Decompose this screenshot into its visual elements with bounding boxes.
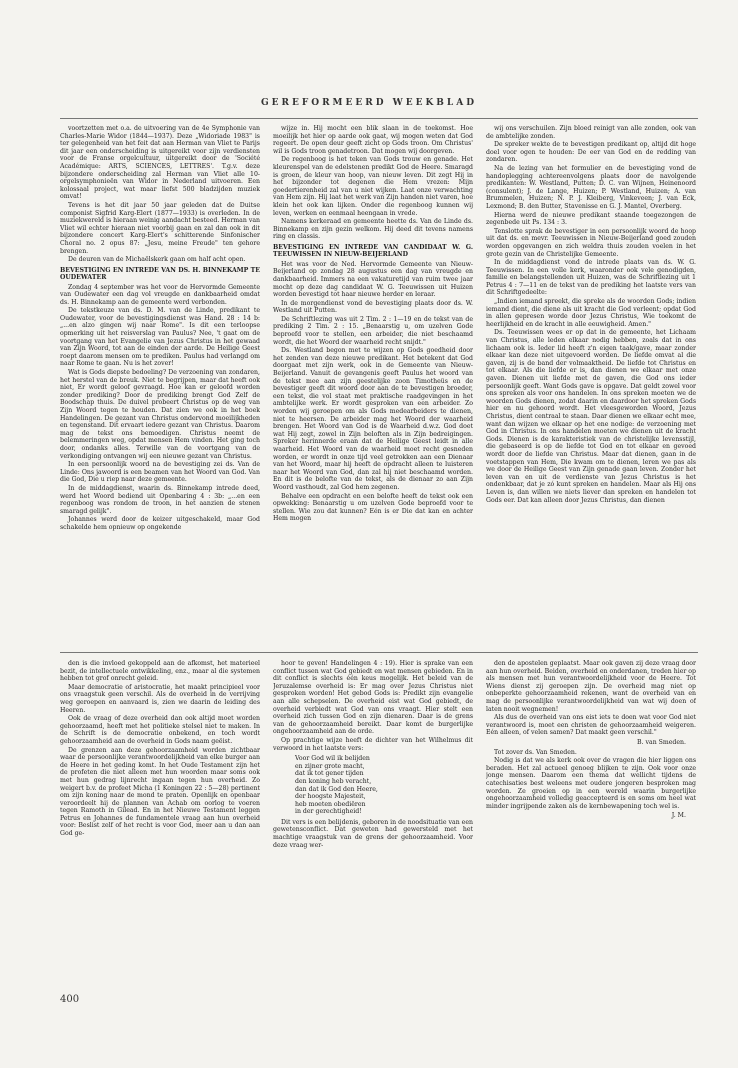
paragraph: De Schriftlezing was uit 2 Tim. 2 : 1—19 en de tekst van de prediking 2 Tim. 2 : 15. „Benaarstig u, om uzelven Gode beproefd voor te stellen, een arbeider, die niet beschaamd wordt, die het Woord der waarheid recht snijdt."	[273, 315, 473, 346]
paragraph: Het was voor de Ned. Hervormde Gemeente van Nieuw-Beijerland op zondag 28 augustus een dag van vreugde en dankbaarheid. Immers na een vakaturetijd van ruim twee jaar mocht op deze dag candidaat W. G. Teeuwissen uit Huizen worden bevestigd tot haar nieuwe herder en leraar.	[273, 260, 473, 299]
paragraph: hoor te geven! Handelingen 4 : 19). Hier is sprake van een conflict tussen wat God gebiedt en wat mensen gebieden. En in dit conflict is slechts één keus mogelijk. Het beleid van de Jeruzalemse overheid is: Er mag over Jezus Christus niet gesproken worden! Het gebod Gods is: Predikt zijn evangelie aan alle schepselen. De overheid eist wat God gebiedt, de overheid verbiedt wat God van ons vraagt. Hier stelt een overheid zich tussen God en zijn dienaren. Daar is de grens van de gehoorzaamheid bereikt. Daar komt de burgerlijke ongehoorzaamheid aan de orde.	[273, 660, 473, 736]
bottom-column-1	[60, 660, 260, 980]
author-initials: J. M.	[671, 812, 686, 820]
paragraph: Maar democratie of aristocratie, het maakt principieel voor ons vraagstuk geen verschil. Als de overheid in de verrijving weg geroepen en aanvaard is, zien we daarin de leiding des Heeren.	[60, 683, 260, 714]
header-rule	[60, 118, 698, 119]
paragraph: De tekstkeuze van ds. D. M. van de Linde, predikant te Oudewater, voor de bevestigingsdienst was Hand. 28 : 14 b: „...en alzo gingen wij naar Rome". Is dit een terloopse opmerking uit het reisverslag van Paulus? Nee, 't gaat om de voortgang van het Evangelie van Jezus Christus in het gewaad van Zijn Woord, tot aan de einden der aarde. De Heilige Geest roept daarom mensen om te prediken. Paulus had verlangd om naar Rome te gaan. Nu is het zover!	[60, 307, 260, 368]
section-heading: BEVESTIGING EN INTREDE VAN CANDIDAAT W. G. TEEUWISSEN IN NIEUW-BEIJERLAND	[273, 243, 473, 259]
wilhelmus-poem	[273, 755, 473, 816]
paragraph: Behalve een opdracht en een belofte heeft de tekst ook een opwekking: Benaarstig u om uzelven Gode beproefd voor te stellen. Wie zou dat kunnen? Eén is er Die dat kan en achter Hem mogen	[273, 492, 473, 523]
poem-line: heb moeten obediëren	[295, 800, 366, 808]
paragraph: Namens kerkeraad en gemeente heette ds. Van de Linde ds. Binnekamp en zijn gezin welkom. Hij deed dit tevens namens ring en classis.	[273, 218, 473, 241]
paragraph: wij ons verschuilen. Zijn bloed reinigt van alle zonden, ook van de ambtelijke zonden.	[486, 125, 696, 140]
paragraph: Tenslotte sprak de bevestiger in een persoonlijk woord de hoop uit dat ds. en mevr. Teeuwissen in Nieuw-Beijerland goed zouden worden opgevangen en zich weldra thuis zouden voelen in het grote gezin van de Christelijke Gemeente.	[486, 227, 696, 258]
paragraph: In de middagdienst vond de intrede plaats van ds. W. G. Teeuwissen. In een volle kerk, waaronder ook vele genodigden, familie en belangstellenden uit Huizen, was de Schriftlezing uit 1 Petrus 4 : 7—11 en de tekst van de prediking het laatste vers van dit Schriftgedeelte:	[486, 259, 696, 297]
poem-line: Voor God wil ik belijden	[295, 755, 370, 763]
quotation: „Indien iemand spreekt, die spreke als de woorden Gods; indien iemand dient, die diene als uit kracht die God verleent; opdat God in allen gepresen worde door Jezus Christus, Wie toekomt de heerlijkheid en de kracht in alle eeuwigheid. Amen."	[486, 298, 696, 328]
paragraph: Ds. Westland begon met te wijzen op Gods goedheid door het zenden van deze nieuwe predikant. Het betekent dat God doorgaat met zijn werk, ook in de Gemeente van Nieuw-Beijerland. Vanuit de gevangenis geeft Paulus het woord van de tekst mee aan zijn geestelijke zoon Timotheüs en de bevestiger geeft dit woord door aan de te bevestigen broeder, een tekst, die vol staat met praktische raadgevingen in het ambtelijke werk. Er wordt gesproken van een arbeider. Zo worden wij geroepen om als Gods medearbeiders te dienen, niet te heersen. De arbeider mag het Woord der waarheid brengen. Het Woord van God is de Waarheid d.w.z. God doet wat Hij zegt, zowel in Zijn beloften als in Zijn bedreigingen. Spreker herinnerde eraan dat de Heilige Geest leidt in alle waarheid. Het Woord van de waarheid moet recht gesneden worden, er wordt in onze tijd veel getrokken aan een Dienaar van het Woord, maar hij heeft de opdracht alleen te luisteren naar het Woord van God, dan zal hij niet beschaamd worden. En dit is de belofte van de tekst, als de dienaar zo aan Zijn Woord vasthoudt, zal God hem zegenen.	[273, 347, 473, 491]
paragraph: In de morgendienst vond de bevestiging plaats door ds. W. Westland uit Putten.	[273, 299, 473, 315]
paragraph: Johannes werd door de keizer uitgeschakeld, maar God schakelde hem opnieuw op ongekende	[60, 516, 260, 531]
bottom-column-3	[486, 660, 696, 1000]
paragraph: De spreker wekte de te bevestigen predikant op, altijd dit hoge doel voor ogen te houden: De eer van God en de redding van zondaren.	[486, 141, 696, 164]
paragraph: In de middagdienst, waarin ds. Binnekamp intrede deed, werd het Woord bediend uit Openbaring 4 : 3b: „...en een regenboog was rondom de troon, in het aanzien de stenen smaragd gelijk".	[60, 484, 260, 515]
column-2	[273, 125, 473, 645]
paragraph: In een persoonlijk woord na de bevestiging zei ds. Van de Linde: Ons jawoord is een beamen van het Woord van God. Van die God, Die u riep naar deze gemeente.	[60, 461, 260, 484]
paragraph: Op prachtige wijze heeft de dichter van het Wilhelmus dit verwoord in het laatste vers:	[273, 736, 473, 752]
column-1	[60, 125, 260, 645]
paragraph: Nodig is dat we als kerk ook over de vragen die hier liggen ons beraden. Het zal actueel genoeg blijken te zijn. Ook voor onze jonge mensen. Daarom een thema dat wellicht tijdens de catechisaties best weleens met oudere jongeren besproken mag worden. Ze groeien op in een wereld waarin burgerlijke ongehoorzaamheid volledig geaccepteerd is en soms om heel wat minder ingrijpende zaken als de kernbewapening toch wel is.	[486, 757, 696, 810]
paragraph: Hierna werd de nieuwe predikant staande toegezongen de zegenbede uit Ps. 134 : 3.	[486, 211, 696, 227]
column-3	[486, 125, 696, 645]
paragraph: De deuren van de Michaëlskerk gaan om half acht open.	[68, 256, 246, 264]
paragraph: voortzetten met o.a. de uitvoering van de 4e Symphonie van Charles-Marie Widor (1844—1937). Deze „Widoriade 1983" is ter gelegenheid van het feit dat aan Herman van Vliet te Parijs dit jaar een onderscheiding is uitgereikt voor zijn verdiensten voor de Franse orgelcultuur, uitgereikt door de 'Société Académique: ARTS, SCIENCES, LETTRES'. T.g.v. deze bijzondere onderscheiding zal Herman van Vliet alle 10-orgelsymphonieën van Widor in Nederland uitvoeren. Een kolossaal project, wat maar liefst 500 bladzijden muziek omvat!	[60, 125, 260, 201]
paragraph: Dit vers is een belijdenis, geboren in de noodsituatie van een gewetensconflict. Dat geweten had gewersteld met het machtige vraagstuk van de grens der gehoorzaamheid. Voor deze vraag wer-	[273, 818, 473, 849]
section-rule	[60, 652, 698, 653]
paragraph: Tevens is het dit jaar 50 jaar geleden dat de Duitse componist Sigfrid Karg-Elert (1877—1933) is overleden. In de muziekwereld is hieraan weinig aandacht besteed. Herman van Vliet wil echter hieraan niet voorbij gaan en zal dan ook in dit bijzondere concert Karg-Elert's schitterende Sinfonischer Choral no. 2 opus 87: „Jesu, meine Freude" ten gehore brengen.	[60, 201, 260, 255]
paragraph: Ds. Teeuwissen wees er op dat in de gemeente, het Lichaam van Christus, alle leden elkaar nodig hebben, zoals dat in ons lichaam ook is. Ieder lid heeft z'n eigen taak/gave, maar zonder elkaar kan deze niet uitgevoerd worden. De liefde omvat al die gaven, zij is de band der volmaaktheid. De liefde tot Christus en tot elkaar. Als die liefde er is, dan dienen we elkaar met onze gaven. Dienen uit liefde met de gaven, die God ons ieder persoonlijk geeft. Want Gods gave is opgave. Dat geldt zowel voor ons spreken als voor ons handelen. In ons spreken moeten we de woorden Gods dienen, zodat daarin en daardoor het spreken Gods hier en nu gehoord wordt. Het vleesgeworden Woord, Jezus Christus, dient centraal te staan. Daar dienen we elkaar echt mee, want dan wijzen we elkaar op het ene nodige: de verzoening met God in Christus. In ons handelen moeten we dienen uit de kracht Gods. Dienen is de karakteristiek van de christelijke levensstijl, die gebaseerd is op de liefde tot God en tot elkaar en gevoed wordt door de liefde van Christus. Maar dat dienen, gaan in de voetstappen van Hem, Die kwam om te dienen, leren we pas als we door de Heilige Geest van Zijn genade gaan leven. Zonder het leven van en uit de verdienste van Jezus Christus is het ondenkbaar, dat je zó kunt spreken en handelen. Maar als Hij ons Leven is, dan willen we niets liever dan spreken en handelen tot Gods eer. Dat kan alleen door Jezus Christus, dan dienen	[486, 329, 696, 504]
running-header: GEREFORMEERD WEEKBLAD	[260, 98, 478, 108]
bottom-column-2	[273, 660, 473, 990]
paragraph: De regenboog is het teken van Gods trouw en genade. Het kleurenspel van de edelstenen predikt God de Heere. Smaragd is groen, de kleur van hoop, van nieuw leven. Dit zegt Hij in het bijzonder tot degenen die Hem vrezen: Mijn goedertierenheid zal van u niet wijken. Laat onze verwachting van Hem zijn. Hij laat het werk van Zijn handen niet varen, hoe klein het ook kan lijken. Onder die regenboog kunnen wij leven, werken en eenmaal heengaan in vrede.	[273, 156, 473, 217]
poem-line: den koning heb veracht,	[295, 777, 372, 785]
paragraph: Ook de vraag of deze overheid dan ook altijd moet worden gehoorzaamd, heeft met het politieke stelsel niet te maken. In de Schrift is de democratie onbekend, en toch wordt gehoorzaamheid aan de overheid in Gods naam geëist.	[60, 715, 260, 745]
paragraph: Tot zover ds. Van Smeden.	[494, 748, 577, 756]
paragraph: Als dus de overheid van ons eist iets te doen wat voor God niet verantwoord is, moet een christen de gehoorzaamheid weigeren. Eén alleen, of velen samen? Dat maakt geen verschil."	[486, 714, 696, 737]
poem-line: dat ik tot gener tijden	[295, 770, 364, 778]
author-signature: B. van Smeden.	[637, 738, 686, 746]
section-heading: BEVESTIGING EN INTREDE VAN DS. H. BINNEKAMP TE OUDEWATER	[60, 266, 260, 282]
paragraph: Na de lezing van het formulier en de bevestiging vond de handoplegging achtereenvolgens plaats door de navolgende predikanten: W. Westland, Putten; D. C. van Wijnen, Heinenoord (consulent); J. de Lange, Huizen; P. Westland, Huizen; A. van Brummelen, Huizen; N. P. J. Kleiberg, Vinkeveen; J. van Eck, Lexmond; B. den Butter, Stavenisse en G. J. Mantel, Overberg.	[486, 164, 696, 210]
paragraph: den is die invloed gekoppeld aan de afkomst, het materieel bezit, de intellectuele ontwikkeling, enz., maar al die systemen hebben tot grof onrecht geleid.	[60, 660, 260, 683]
paragraph: De grenzen aan deze gehoorzaamheid worden zichtbaar waar de persoonlijke verantwoordelijkheid van elke burger aan de Heere in het geding komt. In het Oude Testament zijn het de profeten die niet alleen met hun woorden maar soms ook met hun gedrag lijnrecht ingaan tegen hun overheid. Zo weigert b.v. de profeet Micha (1 Koningen 22 : 5—28) pertinent om zijn koning naar de mond te praten. Openlijk en openbaar veroordeelt hij de plannen van Achab om oorlog te voeren tegen Ramoth in Gilead. En in het Nieuwe Testament leggen Petrus en Johannes de fundamentele vraag aan hun overheid voor: Beslist zelf of het recht is voor God, meer aan u dan aan God ge-	[60, 746, 260, 838]
poem-line: dan dat ik God den Heere,	[295, 785, 378, 793]
poem-line: in der gerechtigheid!	[295, 808, 362, 816]
paragraph: Wat is Gods diepste bedoeling? De verzoening van zondaren, het herstel van de breuk. Niet te begrijpen, maar dat heeft ook niet, Er wordt geloof gevraagd. Hoe kan er geloofd worden zonder prediking? Door de prediking brengt God Zelf de Boodschap thuis. De duivel probeert Christus op de weg van Zijn Woord tegen te houden. Dat zien we ook in het boek Handelingen. De gezant van Christus ondervond moeilijkheden en tegenstand. Dit ervaart iedere gezant van Christus. Daarom mag de tekst ons bemoedigen. Christus neemt de belemmeringen weg, opdat mensen Hem vinden. Het ging toch door, ondanks alles. Terwille van de voortgang van de verkondiging ontvangen wij een nieuwe gezant van Christus.	[60, 369, 260, 460]
paragraph: Zondag 4 september was het voor de Hervormde Gemeente van Oudewater een dag vol vreugde en dankbaarheid omdat ds. H. Binnekamp aan de gemeente werd verbonden.	[60, 283, 260, 306]
paragraph: wijze in. Hij mocht een blik slaan in de toekomst. Hoe moeilijk het hier op aarde ook gaat, wij mogen weten dat God regeert. De open deur geeft zicht op Gods troon. Om Christus' wil is Gods troon genadetroon. Dat mogen wij doorgeven.	[273, 125, 473, 155]
paragraph: den de apostelen geplaatst. Maar ook gaven zij deze vraag door aan hun overheid. Beiden, overheid en onderdanen, treden hier op als mensen met hun verantwoordelijkheid voor de Heere. Tot Wiens dienst zij geroepen zijn. De overheid mag niet op onbeperkte gehoorzaamheid rekenen, want de overheid van en mag de persoonlijke verantwoordelijkheid van wat wij doen of laten nooit wegnemen!	[486, 660, 696, 713]
poem-line: en zijner grote macht,	[295, 762, 365, 770]
poem-line: der hoogste Majesteit,	[295, 793, 366, 801]
page-number: 400	[60, 994, 80, 1005]
